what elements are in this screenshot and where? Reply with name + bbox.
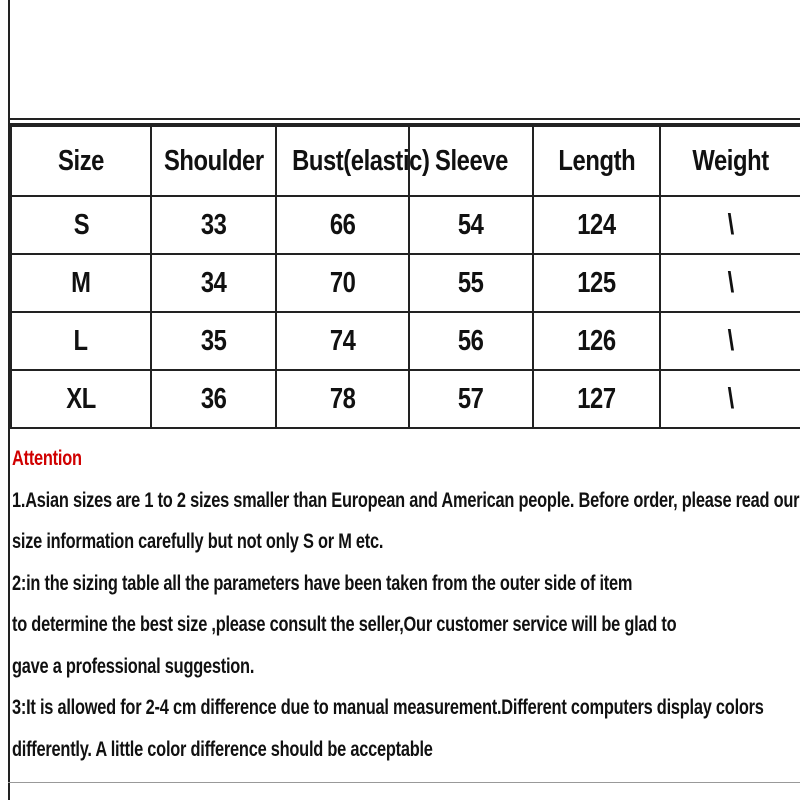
table-cell: 54 <box>409 196 533 254</box>
table-cell: 70 <box>276 254 409 312</box>
table-cell: 55 <box>409 254 533 312</box>
table-cell: 78 <box>276 370 409 428</box>
table-cell: 66 <box>276 196 409 254</box>
table-cell: 35 <box>151 312 276 370</box>
table-row <box>11 254 800 312</box>
table-cell: 36 <box>151 370 276 428</box>
table-cell: 74 <box>276 312 409 370</box>
table-cell: 126 <box>533 312 660 370</box>
table-cell: S <box>11 196 151 254</box>
note-line: gave a professional suggestion. <box>12 654 255 678</box>
table-cell: 33 <box>151 196 276 254</box>
note-line: to determine the best size ,please consult the seller,Our customer service will be glad to <box>12 613 677 636</box>
header-cell: Size <box>11 126 151 196</box>
table-cell: M <box>11 254 151 312</box>
table-cell: 127 <box>533 370 660 428</box>
attention-notes <box>12 438 800 770</box>
table-cell: \ <box>660 312 800 370</box>
note-line: size information carefully but not only S or M etc. <box>12 530 384 553</box>
table-cell: \ <box>660 254 800 312</box>
table-cell: \ <box>660 196 800 254</box>
note-line: 3:It is allowed for 2-4 cm difference due to manual measurement.Different computers display colors <box>12 696 764 719</box>
table-row <box>11 312 800 370</box>
table-cell: 34 <box>151 254 276 312</box>
header-cell: Bust(elastic) <box>276 126 409 196</box>
table-cell: \ <box>660 370 800 428</box>
table-cell: 57 <box>409 370 533 428</box>
bottom-divider <box>8 782 800 783</box>
table-cell: 125 <box>533 254 660 312</box>
size-table <box>10 125 800 429</box>
table-cell: L <box>11 312 151 370</box>
top-divider <box>8 118 800 120</box>
table-header-row <box>11 126 800 196</box>
table-cell: XL <box>11 370 151 428</box>
table-cell: 56 <box>409 312 533 370</box>
note-line: differently. A little color difference should be acceptable <box>12 737 433 761</box>
header-cell: Weight <box>660 126 800 196</box>
header-cell: Sleeve <box>409 126 533 196</box>
note-line: 1.Asian sizes are 1 to 2 sizes smaller than European and American people. Before order, please read our <box>12 488 800 512</box>
note-line: 2:in the sizing table all the parameters have been taken from the outer side of item <box>12 571 633 595</box>
header-cell: Shoulder <box>151 126 276 196</box>
attention-heading: Attention <box>12 447 82 470</box>
table-row <box>11 196 800 254</box>
header-cell: Length <box>533 126 660 196</box>
table-cell: 124 <box>533 196 660 254</box>
table-row <box>11 370 800 428</box>
